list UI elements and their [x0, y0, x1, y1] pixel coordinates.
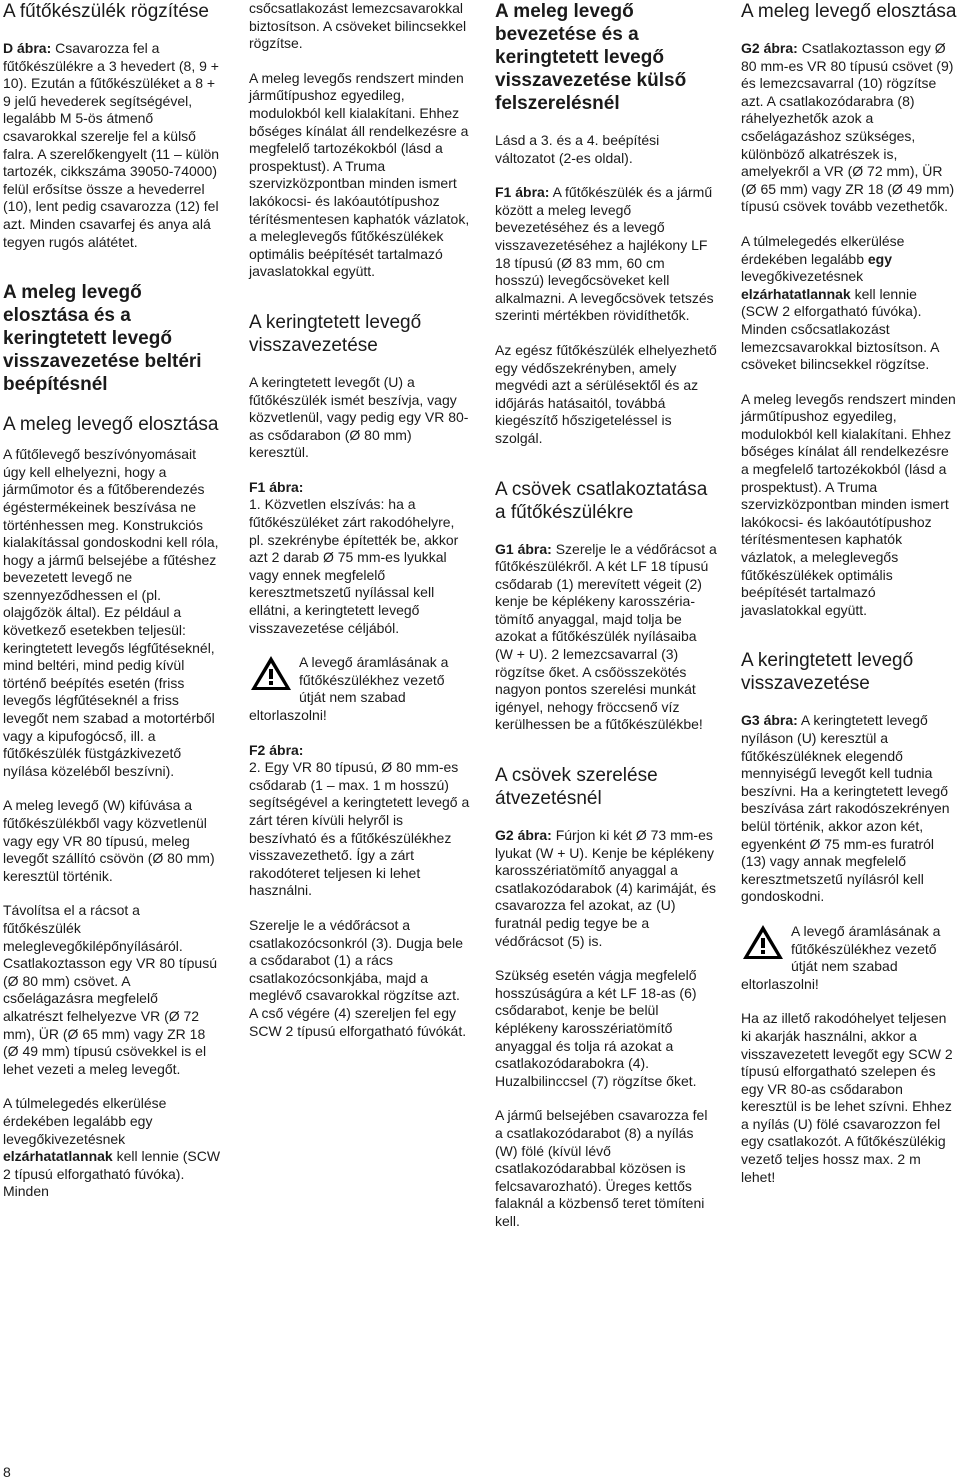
column-3 — [495, 0, 717, 1231]
paragraph-cut-pipes: Szükség esetén vágja megfelelő hosszúságúra a két LF 18-as (6) csődarabot, kenje be belül képlékeny karosszériatömítő anyaggal és tolja rá azokat a csatlakozódarabokra (4). Huzalbilinccsel (7) rögzítse őket. — [495, 967, 697, 1089]
text-oh-a: A túlmelegedés elkerülése érdekében legalább — [741, 232, 905, 267]
paragraph-system-modules: A meleg levegős rendszert minden járműtípushoz egyedileg, modulokból kell kialakítani. Ehhez bőséges kínálat áll rendelkezésre a megfelelő tartozékokból (lásd a prospektust). A Truma szervizközpontban minden ismert lakókocsi- és lakóautótípushoz térítésmentesen kaphatók vázlatok, a meleglevegős fűtőkészülékek optimális beépítését tartalmazó javaslatokkal együtt. — [249, 69, 470, 280]
paragraph-fig-g1 — [495, 541, 717, 735]
paragraph-outlet: A meleg levegő (W) kifúvása a fűtőkészülékből vagy közvetlenül vagy egy VR 80 típusú, meleg levegőt szállító csövön (Ø 80 mm) keresztül történik. — [3, 797, 215, 884]
text-fig-d: Csavarozza fel a fűtőkészülékre a 3 hevedert (8, 9 + 10). Ezután a fűtőkészüléket a 8 + 9 jelű hevederek segítségével, legalább M 5-ös átmenő csavarokkal szerelje fel a külső falra. A szerelőkengyelt (11 – külön tartozék, cikkszáma 39050-74000) felül erősítse össze a hevederrel (10), lent pedig csavarozza (12) fel azt. Minden csavarfej és anya alá tegyen rugós alátétet. — [3, 40, 220, 250]
text-fig-g1: Szerelje le a védőrácsot a fűtőkészülékről. A két LF 18 típusú csődarab (1) merevített végeit (2) kenje be képlékeny karosszéria-tömítő anyaggal, majd tolja be azokat a fűtőkészülék nyílásaiba (W + U). 2 lemezcsavarral (3) rögzítse őket. A csőösszekötés nagyon pontos szerelési munkát igényel, nehogy fröccsenő víz kerülhessen be a fűtőkészülékbe! — [495, 540, 717, 733]
heading-return-air: A keringtetett levegő visszavezetése — [249, 311, 422, 356]
warning-block — [249, 654, 471, 724]
text-overheat-a: A túlmelegedés elkerülése érdekében legalább egy levegőkivezetésnek — [3, 1095, 167, 1147]
paragraph-pipe-connections: csőcsatlakozást lemezcsavarokkal biztosítson. A csöveket bilincsekkel rögzítse. — [249, 0, 467, 52]
paragraph-fig-g2-dist — [741, 40, 957, 216]
heading-pipe-connection: A csövek csatlakoztatása a fűtőkészülékre — [495, 478, 708, 523]
warning-text-ext: A levegő áramlásának a fűtőkészülékhez vezető útját nem szabad eltorlaszolni! — [741, 922, 941, 992]
label-fig-f1-ext: F1 ábra: — [495, 184, 550, 201]
text-oh-b: egy — [867, 250, 893, 267]
heading-interior-install: A meleg levegő elosztása és a keringtetett levegő visszavezetése beltéri beépítésnél — [3, 282, 202, 396]
column-4 — [741, 0, 957, 1186]
text-fig-g2: Fúrjon ki két Ø 73 mm-es lyukat (W + U). Kenje be képlékeny karosszériatömítő anyaggal a csatlakozódarabok (4) karimáját, és csavarozza fel azokat, az (U) furatnál pedig tegye be a védőrácsot (5) is. — [495, 827, 716, 949]
heading-warm-air-distribution-ext: A meleg levegő elosztása — [741, 1, 957, 22]
text-oh-e: kell lennie (SCW 2 elforgatható fúvóka). Minden csőcsatlakozást lemezcsavarokkal biztosítson. A csöveket bilincsekkel rögzítse. — [741, 285, 939, 373]
heading-return-air-ext: A keringtetett levegő visszavezetése — [741, 650, 914, 695]
heading-warm-air-distribution: A meleg levegő elosztása — [3, 414, 219, 436]
paragraph-loading-space: Ha az illető rakodóhelyet teljesen ki akarják használni, akkor a visszavezetett levegőt egy SCW 2 típusú elforgatható szelepen és egy VR 80-as csődarabon keresztül is be lehet szívni. Ehhez a nyílás (U) fölé csavarozzon fel egy csatlakozót. A fűtőkészülékig vezető teljes hossz max. 2 m lehet! — [741, 1010, 953, 1185]
paragraph-return-air: A keringtetett levegőt (U) a fűtőkészülék ismét beszívja, vagy közvetlenül, vagy pedig egy VR 80-as csődarabon (Ø 80 mm) keresztül. — [249, 373, 469, 461]
paragraph-fig-g3 — [741, 712, 957, 906]
paragraph-intake: A fűtőlevegő beszívónyomásait úgy kell elhelyezni, hogy a járműmotor és a fűtőberendezés égéstermékeinek beszívása ne történhessen meg. Konstrukciós kialakítással gondoskodni kell róla, hogy a jármű belsejébe a fűtéshez bevezetett levegő ne szennyeződhessen el (pl. olajgőzök által). Ez például a következő esetekben teljesül: keringtetett levegős légfűtéseknél, mind beltéri, mind pedig kívül történő beépítés esetén (friss levegős légfűtéseknél a friss levegőt nem szabad a motortérből vagy a kipufogócső, ill. a fűtőkészülék füstgázkivezető nyílása közeléből beszívni). — [3, 446, 219, 779]
paragraph-fig-d — [3, 40, 221, 251]
paragraph-fig-f1-ext — [495, 184, 717, 325]
label-fig-f1-text: F1 ábra: — [249, 478, 304, 495]
text-fig-f1-ext: A fűtőkészülék és a jármű között a meleg levegő bevezetéséhez és a levegő visszavezetéséhez a hajlékony LF 18 típusú (Ø 83 mm, 60 cm hosszú) levegőcsöveket kell alkalmazni. A levegőcsövek tetszés szerinti mértékben rövidíthetők. — [495, 184, 714, 324]
label-fig-f2-text: F2 ábra: — [249, 741, 304, 758]
page-number: 8 — [3, 1464, 11, 1480]
paragraph-fig-f2: 2. Egy VR 80 típusú, Ø 80 mm-es csődarab (1 – max. 1 m hosszú) segítségével a keringtetett levegő a zárt téren kívüli helyről is beszívható és a fűtőkészülékhez visszavezethető. Így a zárt rakodóteret teljesen ki lehet használni. — [249, 759, 470, 899]
paragraph-protect-grille: Szerelje le a védőrácsot a csatlakozócsonkról (3). Dugja bele a csődarabot (1) a rács csatlakozócsonkjába, majd a meglévő csavarokkal rögzítse azt. A cső végére (4) szereljen fel egy SCW 2 típusú elforgatható fúvókát. — [249, 916, 467, 1039]
column-1 — [3, 0, 221, 1201]
text-oh-c: levegőkivezetésnek — [741, 268, 864, 285]
warning-text: A levegő áramlásának a fűtőkészülékhez vezető útját nem szabad eltorlaszolni! — [249, 654, 449, 723]
heading-heater-fixing: A fűtőkészülék rögzítése — [3, 1, 209, 22]
warning-block-ext — [741, 923, 957, 993]
label-fig-g3: G3 ábra: — [741, 712, 798, 729]
label-fig-f1 — [249, 479, 471, 497]
column-2 — [249, 0, 471, 1040]
text-overheat-c: kell lennie (SCW 2 típusú elforgatható fúvóka). Minden — [3, 1148, 221, 1200]
label-fig-g2: G2 ábra: — [495, 827, 552, 844]
paragraph-protective-box: Az egész fűtőkészülék elhelyezhető egy védőszekrényben, amely megvédi azt a sérülésektől és az időjárás hatásaitól, továbbá kiegészítő hőszigeteléssel is szolgál. — [495, 341, 717, 446]
heading-exterior-install: A meleg levegő bevezetése és a keringtetett levegő visszavezetése külső felszerelésnél — [495, 1, 687, 114]
paragraph-see-variants: Lásd a 3. és a 4. beépítési változatot (2-es oldal). — [495, 132, 660, 166]
label-fig-f2 — [249, 742, 471, 760]
warning-triangle-icon — [249, 654, 293, 692]
paragraph-grille: Távolítsa el a rácsot a fűtőkészülék meleglevegőkilépőnyílásáról. Csatlakoztasson egy VR 80 típusú (Ø 80 mm) csövet. A csőelágazásra megfelelő alkatrészt felhelyezve VR (Ø 72 mm), ÜR (Ø 65 mm) vagy ZR 18 (Ø 49 mm) típusú csövekkel is el lehet vezeti a meleg levegőt. — [3, 902, 218, 1077]
text-fig-g3: A keringtetett levegő nyíláson (U) keresztül a fűtőkészüléknek elegendő mennyiségű levegőt kell tudnia beszívni. Ha a keringtetett levegő beszívása zárt rakodószekrényen belül történik, akkor azon két, egyenként Ø 75 mm-es furatról (13) vagy annak megfelelő keresztmetszetű nyílásról kell gondoskodni. — [741, 712, 950, 905]
paragraph-overheat — [3, 1095, 221, 1201]
heading-pipe-install: A csövek szerelése átvezetésnél — [495, 765, 658, 810]
text-oh-d: elzárhatatlannak — [741, 285, 851, 302]
text-overheat-bold: elzárhatatlannak — [3, 1148, 113, 1165]
label-fig-g1: G1 ábra: — [495, 540, 552, 557]
warning-triangle-icon — [741, 923, 785, 961]
label-fig-g2-dist: G2 ábra: — [741, 40, 798, 56]
paragraph-overheat-ext — [741, 233, 957, 374]
paragraph-fig-g2 — [495, 827, 717, 950]
paragraph-interior-connector: A jármű belsejében csavarozza fel a csatlakozódarabot (8) a nyílás (W) fölé (kívül lévő csatlakozódarabbal közösen is felcsavarozható). Üreges kettős falaknál a közbenső teret tömíteni kell. — [495, 1107, 708, 1229]
label-fig-d: D ábra: — [3, 40, 52, 56]
paragraph-fig-f1: 1. Közvetlen elszívás: ha a fűtőkészüléket zárt rakodóhelyre, pl. szekrénybe építették be, akkor azt 2 darab Ø 75 mm-es lyukkal vagy ennek megfelelő keresztmetszetű nyílással kell ellátni, a keringtetett levegő visszavezetése céljából. — [249, 496, 459, 636]
paragraph-system-modules-ext: A meleg levegős rendszert minden járműtípushoz egyedileg, modulokból kell kialakítani. Ehhez bőséges kínálat áll rendelkezésre a megfelelő tartozékokból (lásd a prospektust). A Truma szervizközpontban minden ismert lakókocsi- és lakóautótípushoz térítésmentesen kaphatók vázlatok, a meleglevegős fűtőkészülékek optimális beépítését tartalmazó javaslatokkal együtt. — [741, 390, 956, 618]
text-fig-g2-dist: Csatlakoztasson egy Ø 80 mm-es VR 80 típusú csövet (9) és lemezcsavarral (10) rögzítse azt. A csatlakozódarabra (8) ráhelyezhetők azok a csőelágazáshoz szükséges, különböző alkatrészek is, amelyekről a VR (Ø 72 mm), ÜR (Ø 65 mm) vagy ZR 18 (Ø 49 mm) típusú csövek tovább vezethetők. — [741, 40, 955, 215]
